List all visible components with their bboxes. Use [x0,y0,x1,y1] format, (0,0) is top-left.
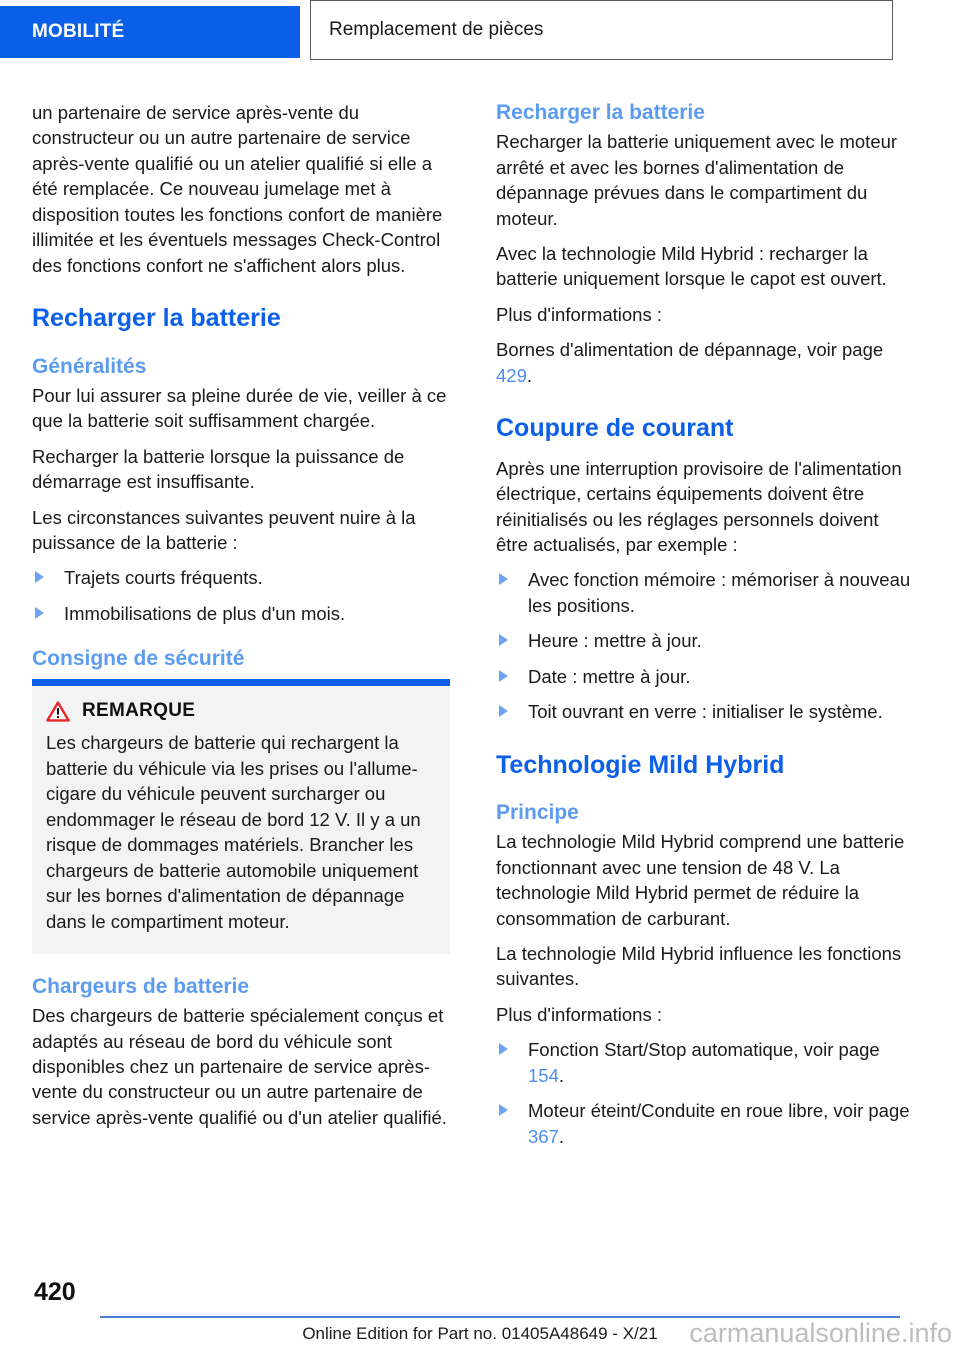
section-label: Remplacement de pièces [329,19,544,40]
paragraph-recharger-moteur-arrete: Recharger la batterie uniquement avec le moteur arrêté et avec les bornes d'alimentation de dépannage prévues dans le compartiment du moteur. [496,131,898,229]
list-item-label: Date : mettre à jour. [528,665,691,687]
cross-reference-suffix: . [526,364,533,386]
triangle-bullet-icon [35,607,44,619]
bullet-list-references [496,1037,914,1149]
paragraph-coupure: Après une interruption provisoire de l'alimentation électrique, certains équipements doivent être réinitialisés ou les réglages personnels doivent être actualisés, par exemple : [496,457,902,555]
cross-reference-suffix: . [558,1125,565,1147]
list-item-label: Immobilisations de plus d'un mois. [64,602,346,624]
cross-reference-suffix: . [558,1064,565,1086]
triangle-bullet-icon [35,571,44,583]
heading-technologie-mild-hybrid: Technologie Mild Hybrid [496,750,785,779]
intro-paragraph: un partenaire de service après-vente du constructeur ou un autre partenaire de service après-vente qualifié ou un atelier qualifié si elle a été remplacée. Ce nouveau jumelage met à disposition toutes les fonctions confort de manière illimitée et les éventuels messages Check-Control des fonctions confort ne s'affichent alors plus. [32,102,443,276]
edition-notice: Online Edition for Part no. 01405A48649 - X/21 [302,1324,658,1343]
notice-body [32,686,450,954]
chapter-banner [0,6,300,58]
paragraph-principe-1: La technologie Mild Hybrid comprend une batterie fonctionnant avec une tension de 48 V. La technologie Mild Hybrid permet de réduire la consommation de carburant. [496,831,905,929]
triangle-bullet-icon [499,705,508,717]
paragraph-circonstances: Les circonstances suivantes peuvent nuire à la puissance de la batterie : [32,506,416,553]
bullet-list-coupure [496,567,914,724]
notice-title-row [46,700,436,722]
paragraph-duree-vie: Pour lui assurer sa pleine durée de vie, veiller à ce que la batterie soit suffisamment chargée. [32,384,447,432]
cross-reference-prefix: Bornes d'alimentation de dépannage, voir page [496,339,884,361]
list-item [496,699,914,724]
triangle-bullet-icon [499,1104,508,1116]
paragraph-mild-hybrid-capot: Avec la technologie Mild Hybrid : recharger la batterie uniquement lorsque le capot est ouvert. [496,242,887,290]
paragraph-recharger-puissance: Recharger la batterie lorsque la puissance de démarrage est insuffisante. [32,445,405,493]
list-item [32,565,450,590]
site-watermark: carmanualsonline.info [689,1318,952,1348]
cross-reference-prefix: Fonction Start/Stop automatique, voir page [528,1039,880,1061]
list-item [496,664,914,689]
list-item-label: Toit ouvrant en verre : initialiser le système. [528,701,883,723]
triangle-bullet-icon [499,670,508,682]
list-item [496,567,914,618]
page-footer [0,1272,960,1362]
bullet-list-circonstances [32,565,450,626]
paragraph-principe-2: La technologie Mild Hybrid influence les fonctions suivantes. [496,943,902,990]
paragraph-chargeurs: Des chargeurs de batterie spécialement conçus et adaptés au réseau de bord du véhicule sont disponibles chez un partenaire de service après-vente du constructeur ou un autre partenaire de service après-vente qualifié ou d'un atelier qualifié. [32,1005,447,1128]
list-item [496,1098,914,1149]
cross-reference-prefix: Moteur éteint/Conduite en roue libre, voir page [528,1100,910,1122]
notice-box-remarque [32,679,450,954]
triangle-bullet-icon [499,1043,508,1055]
list-item-label: Heure : mettre à jour. [528,630,702,652]
page-reference-link[interactable]: 429 [496,364,527,386]
page-header [0,0,960,62]
triangle-bullet-icon [499,634,508,646]
notice-title: REMARQUE [82,700,196,722]
page-number: 420 [34,1278,76,1306]
paragraph-plus-informations-1: Plus d'informations : [496,303,662,325]
list-item-label: Trajets courts fréquents. [64,567,263,589]
heading-consigne-de-securite: Consigne de sécurité [32,647,245,671]
heading-generalites: Généralités [32,354,147,378]
heading-chargeurs-de-batterie: Chargeurs de batterie [32,974,250,998]
page-reference-link[interactable]: 154 [528,1064,559,1086]
page-reference-link[interactable]: 367 [528,1125,559,1147]
warning-triangle-icon [46,701,70,722]
cross-reference-bornes [496,337,914,388]
list-item [496,628,914,653]
chapter-label: MOBILITÉ [32,21,125,42]
notice-text: Les chargeurs de batterie qui rechargent la batterie du véhicule via les prises ou l'allume-cigare du véhicule peuvent surcharger ou endommager le réseau de bord 12 V. Il y a un risque de dommages matériels. Brancher les chargeurs de batterie automobile uniquement sur les bornes d'alimentation de dépannage dans le compartiment moteur. [46,732,421,932]
content-columns [0,100,960,1159]
heading-recharger-la-batterie: Recharger la batterie [32,304,281,333]
heading-recharger-la-batterie-right: Recharger la batterie [496,101,705,124]
section-title-box [310,0,893,60]
list-item [32,601,450,626]
heading-principe: Principe [496,801,579,825]
list-item [496,1037,914,1088]
list-item-label: Avec fonction mémoire : mémoriser à nouveau les positions. [528,569,911,616]
notice-top-bar [32,679,450,686]
paragraph-plus-informations-2: Plus d'informations : [496,1003,662,1025]
right-column [496,100,914,1159]
heading-coupure-de-courant: Coupure de courant [496,414,734,443]
triangle-bullet-icon [499,573,508,585]
left-column [32,100,450,1159]
